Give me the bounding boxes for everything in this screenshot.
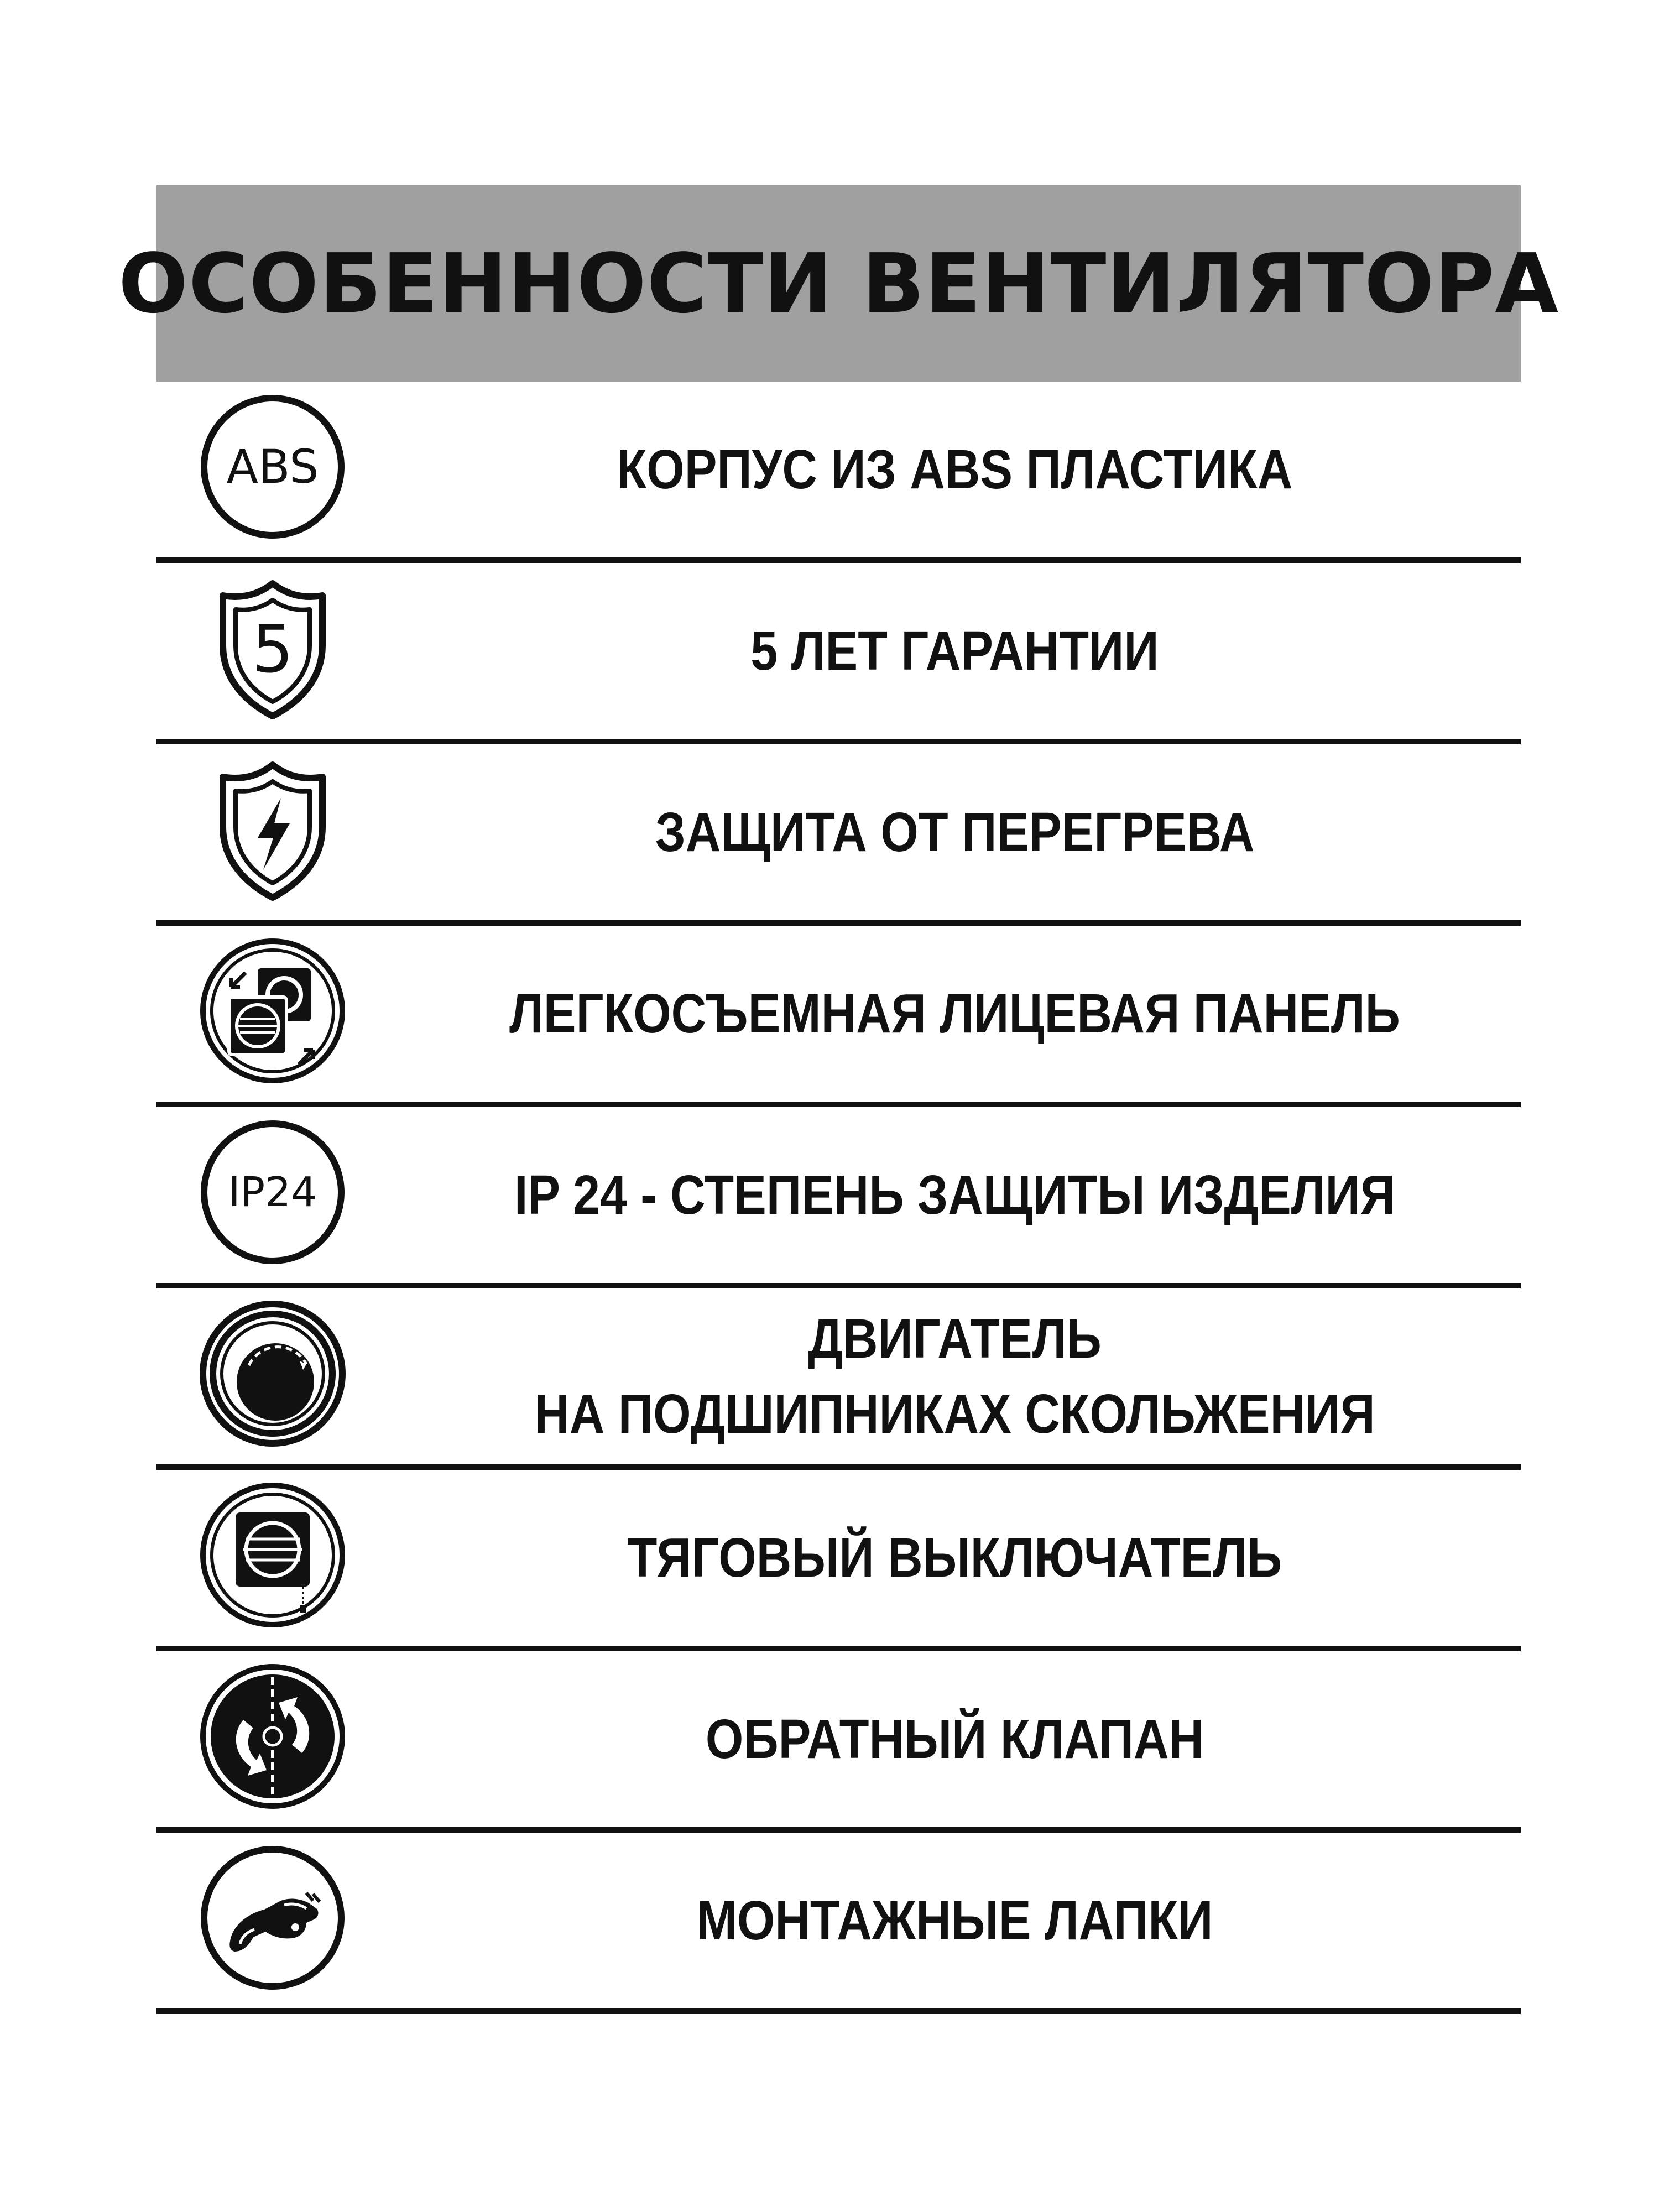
feature-label-line1: ДВИГАТЕЛЬ [808,1308,1102,1370]
feature-row [156,1288,1521,1470]
abs-icon-text: ABS [226,440,319,494]
check-valve-icon [198,1662,347,1811]
removable-panel-icon [198,936,347,1086]
feature-row [156,563,1521,744]
feature-row [156,1470,1521,1651]
header-banner [118,185,1559,382]
page-title: ОСОБЕННОСТИ ВЕНТИЛЯТОРА [118,236,1559,331]
feature-row [156,1833,1521,2014]
feature-label: МОНТАЖНЫЕ ЛАПКИ [696,1889,1213,1952]
feature-row [156,382,1521,563]
shield-lightning-icon [198,755,347,904]
mounting-tabs-icon [198,1843,347,1992]
feature-row [156,926,1521,1107]
feature-label: ТЯГОВЫЙ ВЫКЛЮЧАТЕЛЬ [627,1526,1282,1589]
feature-label: IP 24 - СТЕПЕНЬ ЗАЩИТЫ ИЗДЕЛИЯ [514,1164,1396,1226]
ip24-icon-text: IP24 [228,1168,317,1216]
feature-row [156,744,1521,926]
feature-label [457,1288,1453,1464]
feature-row [156,1107,1521,1288]
abs-icon [198,392,347,541]
feature-label-line2: НА ПОДШИПНИКАХ СКОЛЬЖЕНИЯ [534,1383,1375,1445]
feature-label: КОРПУС ИЗ ABS ПЛАСТИКА [617,438,1293,500]
ip24-icon [198,1118,347,1267]
feature-row [156,1651,1521,1833]
motor-bearing-icon [198,1299,347,1448]
feature-label: ОБРАТНЫЙ КЛАПАН [705,1708,1204,1770]
pull-switch-icon [198,1480,347,1630]
features-list [156,382,1521,2014]
feature-label: ЛЕГКОСЪЕМНАЯ ЛИЦЕВАЯ ПАНЕЛЬ [509,982,1400,1045]
shield-5-text: 5 [252,611,294,687]
shield-5-years-icon [198,573,347,723]
feature-label: 5 ЛЕТ ГАРАНТИИ [750,619,1159,682]
feature-label: ЗАЩИТА ОТ ПЕРЕГРЕВА [655,801,1255,863]
